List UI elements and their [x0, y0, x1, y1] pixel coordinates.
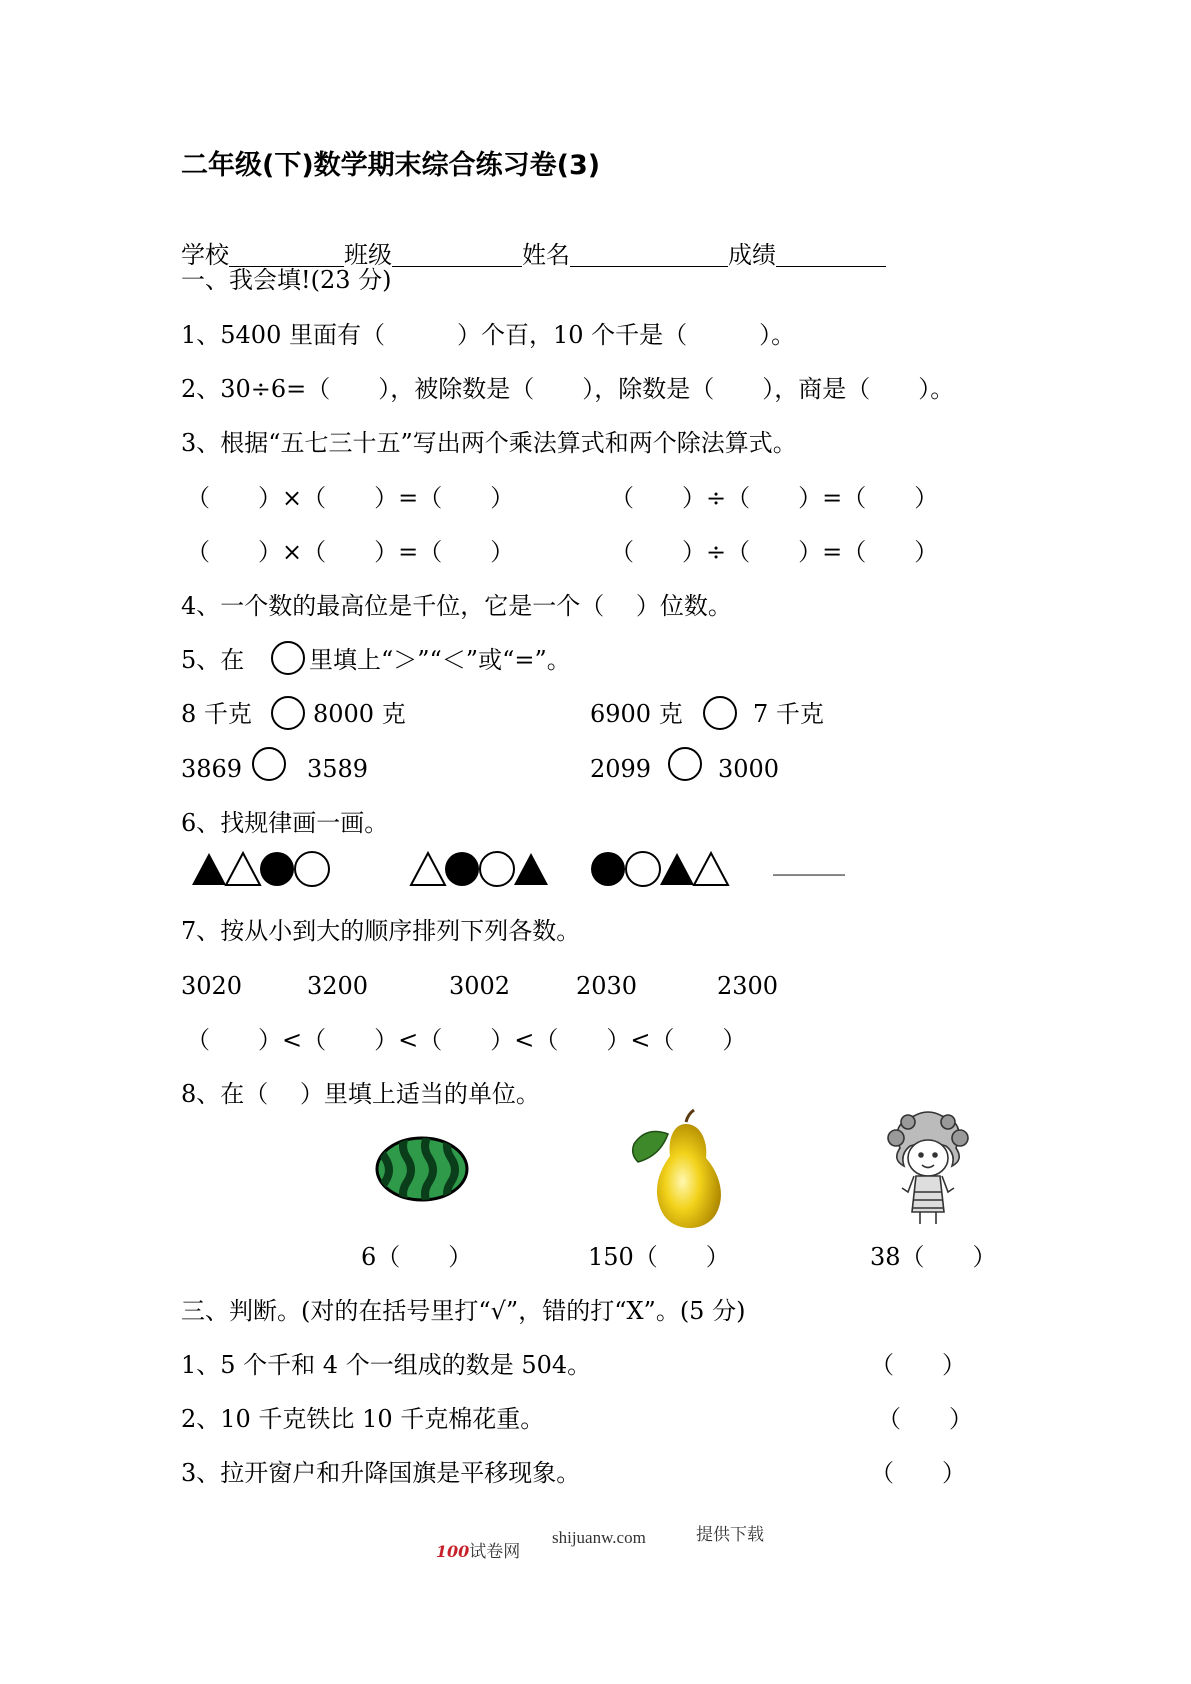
- school-label: 学校: [181, 241, 229, 269]
- question-3: 3、根据“五七三十五”写出两个乘法算式和两个除法算式。: [181, 429, 797, 457]
- footer-note: 提供下载: [696, 1525, 764, 1545]
- footer-site[interactable]: shijuanw.com: [552, 1528, 646, 1547]
- judge-item-1-blank[interactable]: （ ）: [870, 1351, 966, 1379]
- pattern-group-1: [192, 852, 329, 886]
- black-circle-icon: [591, 852, 625, 886]
- section-3-heading: 三、判断。(对的在括号里打“√”，错的打“X”。(5 分): [181, 1297, 746, 1325]
- q6-answer-blank[interactable]: ______: [773, 848, 845, 876]
- white-circle-icon: [480, 852, 514, 886]
- footer-logo-number: 100: [435, 1542, 470, 1561]
- pear-icon: [628, 1108, 738, 1238]
- q7-number: 2030: [576, 972, 638, 1000]
- footer-logo-text: 试卷网: [469, 1542, 521, 1562]
- question-2: 2、30÷6=（ ），被除数是（ ），除数是（ ），商是（ ）。: [181, 375, 955, 403]
- q7-answer-blanks: （ ）<（ ）<（ ）<（ ）<（ ）: [186, 1026, 747, 1054]
- q7-number: 2300: [717, 972, 779, 1000]
- class-field[interactable]: [392, 242, 522, 267]
- pattern-group-3: [591, 852, 728, 886]
- white-triangle-icon: [226, 853, 260, 885]
- q5-row1-left-circle[interactable]: [271, 696, 305, 730]
- q5-row2-left-a: 3869: [181, 755, 243, 783]
- q3-division-2: （ ）÷（ ）=（ ）: [610, 538, 939, 566]
- q5-suffix: 里填上“＞”“＜”或“=”。: [309, 646, 571, 674]
- question-8: 8、在（ ）里填上适当的单位。: [181, 1080, 540, 1108]
- question-7: 7、按从小到大的顺序排列下列各数。: [181, 917, 581, 945]
- score-field[interactable]: [776, 242, 886, 267]
- white-circle-icon: [295, 852, 329, 886]
- footer-logo: [425, 1527, 520, 1561]
- q3-division-1: （ ）÷（ ）=（ ）: [610, 484, 939, 512]
- student-info-line: [181, 218, 886, 267]
- white-circle-icon: [626, 852, 660, 886]
- q7-number: 3200: [307, 972, 369, 1000]
- black-circle-icon: [445, 852, 479, 886]
- q8-girl-answer: 38（ ）: [870, 1243, 997, 1271]
- question-4: 4、一个数的最高位是千位，它是一个（ ）位数。: [181, 592, 732, 620]
- judge-item-3: 3、拉开窗户和升降国旗是平移现象。: [181, 1459, 581, 1487]
- q5-row2-right-a: 2099: [590, 755, 652, 783]
- score-label: 成绩: [728, 241, 776, 269]
- q3-multiplication-2: （ ）×（ ）=（ ）: [186, 538, 515, 566]
- q5-row2-right-circle[interactable]: [668, 747, 702, 781]
- q5-row2-right-b: 3000: [718, 755, 780, 783]
- name-field[interactable]: [570, 242, 728, 267]
- class-label: 班级: [344, 241, 392, 269]
- judge-item-3-blank[interactable]: （ ）: [870, 1459, 966, 1487]
- watermelon-icon: [375, 1134, 471, 1204]
- q3-multiplication-1: （ ）×（ ）=（ ）: [186, 484, 515, 512]
- black-triangle-icon: [514, 853, 548, 885]
- q5-prefix: 5、在: [181, 646, 245, 674]
- q5-row1-right-b: 7 千克: [753, 700, 824, 728]
- school-field[interactable]: [229, 242, 344, 267]
- q8-watermelon-answer: 6（ ）: [361, 1243, 473, 1271]
- judge-item-2: 2、10 千克铁比 10 千克棉花重。: [181, 1405, 545, 1433]
- q7-number: 3020: [181, 972, 243, 1000]
- q5-row1-left-a: 8 千克: [181, 700, 252, 728]
- judge-item-1: 1、5 个千和 4 个一组成的数是 504。: [181, 1351, 592, 1379]
- white-triangle-icon: [694, 853, 728, 885]
- compare-circle-icon: [271, 641, 305, 675]
- white-triangle-icon: [411, 853, 445, 885]
- section-1-heading: 一、我会填!(23 分): [181, 266, 392, 294]
- pattern-group-2: [411, 852, 548, 886]
- black-circle-icon: [260, 852, 294, 886]
- judge-item-2-blank[interactable]: （ ）: [877, 1405, 973, 1433]
- black-triangle-icon: [660, 853, 694, 885]
- q5-row2-left-b: 3589: [307, 755, 369, 783]
- q5-row1-right-circle[interactable]: [703, 696, 737, 730]
- page-title: 二年级(下)数学期末综合练习卷(3): [181, 150, 601, 181]
- question-1: 1、5400 里面有（ ）个百，10 个千是（ ）。: [181, 321, 796, 349]
- question-6: 6、找规律画一画。: [181, 809, 389, 837]
- q5-row1-left-b: 8000 克: [313, 700, 406, 728]
- q5-row1-right-a: 6900 克: [590, 700, 683, 728]
- girl-icon: [872, 1108, 982, 1228]
- black-triangle-icon: [192, 853, 226, 885]
- q7-number: 3002: [449, 972, 511, 1000]
- name-label: 姓名: [522, 241, 570, 269]
- q8-pear-answer: 150（ ）: [588, 1243, 730, 1271]
- q5-row2-left-circle[interactable]: [252, 747, 286, 781]
